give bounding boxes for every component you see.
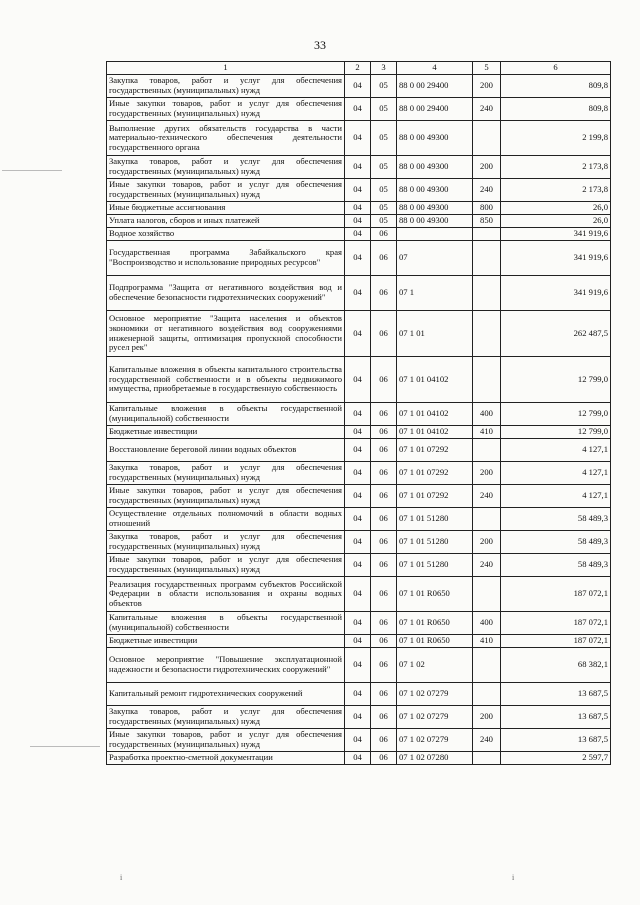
subsection-code-cell: 06	[371, 508, 397, 531]
table-row	[107, 462, 611, 485]
row-name-cell: Государственная программа Забайкальского края "Воспроизводство и использование природных ресурсов"	[107, 241, 345, 276]
section-code-cell: 04	[345, 648, 371, 683]
subsection-code-cell: 05	[371, 156, 397, 179]
amount-cell: 2 173,8	[501, 156, 611, 179]
subsection-code-cell: 06	[371, 311, 397, 357]
section-code-cell: 04	[345, 706, 371, 729]
table-row	[107, 357, 611, 403]
row-name-cell: Бюджетные инвестиции	[107, 426, 345, 439]
section-code-cell: 04	[345, 531, 371, 554]
target-item-cell: 88 0 00 29400	[397, 98, 473, 121]
amount-cell: 4 127,1	[501, 439, 611, 462]
expense-type-cell	[473, 648, 501, 683]
subsection-code-cell: 05	[371, 121, 397, 156]
row-name-cell: Подпрограмма "Защита от негативного воздействия вод и обеспечение безопасности гидротехнических сооружений"	[107, 276, 345, 311]
amount-cell: 58 489,3	[501, 554, 611, 577]
amount-cell: 809,8	[501, 98, 611, 121]
expense-type-cell: 200	[473, 156, 501, 179]
subsection-code-cell: 06	[371, 485, 397, 508]
table-row	[107, 648, 611, 683]
row-name-cell: Закупка товаров, работ и услуг для обеспечения государственных (муниципальных) нужд	[107, 75, 345, 98]
row-name-cell: Разработка проектно-сметной документации	[107, 752, 345, 765]
subsection-code-cell: 06	[371, 683, 397, 706]
margin-dash	[2, 170, 62, 171]
target-item-cell: 07 1 01 R0650	[397, 612, 473, 635]
amount-cell: 13 687,5	[501, 683, 611, 706]
section-code-cell: 04	[345, 241, 371, 276]
target-item-cell: 07 1 01 51280	[397, 508, 473, 531]
header-cell: 3	[371, 62, 397, 75]
expense-type-cell: 400	[473, 612, 501, 635]
expense-type-cell	[473, 439, 501, 462]
subsection-code-cell: 06	[371, 403, 397, 426]
row-name-cell: Иные закупки товаров, работ и услуг для обеспечения государственных (муниципальных) нужд	[107, 554, 345, 577]
amount-cell: 341 919,6	[501, 241, 611, 276]
section-code-cell: 04	[345, 228, 371, 241]
section-code-cell: 04	[345, 612, 371, 635]
table-header-row	[107, 62, 611, 75]
row-name-cell: Закупка товаров, работ и услуг для обеспечения государственных (муниципальных) нужд	[107, 156, 345, 179]
row-name-cell: Закупка товаров, работ и услуг для обеспечения государственных (муниципальных) нужд	[107, 462, 345, 485]
page-number: 33	[314, 38, 326, 52]
expense-type-cell: 240	[473, 98, 501, 121]
expense-type-cell: 410	[473, 426, 501, 439]
amount-cell: 2 597,7	[501, 752, 611, 765]
target-item-cell: 07 1 01 04102	[397, 426, 473, 439]
target-item-cell: 07	[397, 241, 473, 276]
section-code-cell: 04	[345, 121, 371, 156]
table-row	[107, 403, 611, 426]
subsection-code-cell: 05	[371, 179, 397, 202]
target-item-cell: 88 0 00 29400	[397, 75, 473, 98]
expense-type-cell	[473, 276, 501, 311]
amount-cell: 58 489,3	[501, 531, 611, 554]
row-name-cell: Иные закупки товаров, работ и услуг для обеспечения государственных (муниципальных) нужд	[107, 98, 345, 121]
amount-cell: 12 799,0	[501, 426, 611, 439]
target-item-cell: 88 0 00 49300	[397, 202, 473, 215]
table-row	[107, 276, 611, 311]
target-item-cell: 07 1 01 R0650	[397, 577, 473, 612]
table-row	[107, 202, 611, 215]
amount-cell: 4 127,1	[501, 485, 611, 508]
table-row	[107, 752, 611, 765]
table-row	[107, 729, 611, 752]
amount-cell: 187 072,1	[501, 635, 611, 648]
target-item-cell: 88 0 00 49300	[397, 156, 473, 179]
header-cell: 1	[107, 62, 345, 75]
table-row	[107, 554, 611, 577]
row-name-cell: Выполнение других обязательств государства в части материально-технического обеспечения деятельности государственного органа	[107, 121, 345, 156]
row-name-cell: Восстановление береговой линии водных объектов	[107, 439, 345, 462]
scan-mark: i	[120, 873, 123, 882]
amount-cell: 26,0	[501, 215, 611, 228]
subsection-code-cell: 06	[371, 612, 397, 635]
subsection-code-cell: 06	[371, 635, 397, 648]
target-item-cell: 07 1 01 51280	[397, 554, 473, 577]
subsection-code-cell: 05	[371, 75, 397, 98]
section-code-cell: 04	[345, 752, 371, 765]
row-name-cell: Уплата налогов, сборов и иных платежей	[107, 215, 345, 228]
header-cell: 6	[501, 62, 611, 75]
amount-cell: 12 799,0	[501, 357, 611, 403]
amount-cell: 809,8	[501, 75, 611, 98]
table-row	[107, 121, 611, 156]
scan-mark: i	[512, 873, 515, 882]
expense-type-cell: 850	[473, 215, 501, 228]
header-cell: 4	[397, 62, 473, 75]
subsection-code-cell: 06	[371, 462, 397, 485]
amount-cell: 58 489,3	[501, 508, 611, 531]
section-code-cell: 04	[345, 98, 371, 121]
amount-cell: 187 072,1	[501, 612, 611, 635]
table-row	[107, 439, 611, 462]
amount-cell: 13 687,5	[501, 706, 611, 729]
expense-type-cell: 400	[473, 403, 501, 426]
target-item-cell: 07 1 02 07279	[397, 683, 473, 706]
row-name-cell: Иные закупки товаров, работ и услуг для обеспечения государственных (муниципальных) нужд	[107, 485, 345, 508]
expense-type-cell	[473, 241, 501, 276]
amount-cell: 12 799,0	[501, 403, 611, 426]
table-row	[107, 612, 611, 635]
amount-cell: 26,0	[501, 202, 611, 215]
expense-type-cell	[473, 752, 501, 765]
table-row	[107, 683, 611, 706]
target-item-cell: 07 1 01	[397, 311, 473, 357]
row-name-cell: Иные закупки товаров, работ и услуг для обеспечения государственных (муниципальных) нужд	[107, 729, 345, 752]
target-item-cell: 07 1 02 07279	[397, 729, 473, 752]
row-name-cell: Основное мероприятие "Защита населения и объектов экономики от негативного воздействия вод сооружениями инженерной защиты, оптимизация пропускной способности русел рек"	[107, 311, 345, 357]
section-code-cell: 04	[345, 215, 371, 228]
table-row	[107, 215, 611, 228]
target-item-cell: 07 1 01 07292	[397, 439, 473, 462]
subsection-code-cell: 06	[371, 752, 397, 765]
subsection-code-cell: 06	[371, 648, 397, 683]
subsection-code-cell: 05	[371, 215, 397, 228]
section-code-cell: 04	[345, 426, 371, 439]
table-row	[107, 508, 611, 531]
amount-cell: 4 127,1	[501, 462, 611, 485]
table-row	[107, 156, 611, 179]
section-code-cell: 04	[345, 179, 371, 202]
subsection-code-cell: 06	[371, 276, 397, 311]
section-code-cell: 04	[345, 729, 371, 752]
target-item-cell: 88 0 00 49300	[397, 179, 473, 202]
amount-cell: 68 382,1	[501, 648, 611, 683]
subsection-code-cell: 06	[371, 577, 397, 612]
row-name-cell: Капитальные вложения в объекты государственной (муниципальной) собственности	[107, 403, 345, 426]
section-code-cell: 04	[345, 683, 371, 706]
table-row	[107, 179, 611, 202]
table-row	[107, 635, 611, 648]
table-row	[107, 577, 611, 612]
expense-type-cell: 800	[473, 202, 501, 215]
row-name-cell: Водное хозяйство	[107, 228, 345, 241]
section-code-cell: 04	[345, 635, 371, 648]
section-code-cell: 04	[345, 554, 371, 577]
expense-type-cell: 200	[473, 531, 501, 554]
target-item-cell: 07 1 01 07292	[397, 462, 473, 485]
target-item-cell: 07 1 01 51280	[397, 531, 473, 554]
amount-cell: 2 199,8	[501, 121, 611, 156]
row-name-cell: Иные бюджетные ассигнования	[107, 202, 345, 215]
subsection-code-cell: 06	[371, 531, 397, 554]
target-item-cell: 88 0 00 49300	[397, 121, 473, 156]
target-item-cell: 07 1 01 04102	[397, 403, 473, 426]
section-code-cell: 04	[345, 311, 371, 357]
amount-cell: 341 919,6	[501, 228, 611, 241]
amount-cell: 262 487,5	[501, 311, 611, 357]
subsection-code-cell: 06	[371, 729, 397, 752]
subsection-code-cell: 05	[371, 202, 397, 215]
expense-type-cell: 240	[473, 554, 501, 577]
expense-type-cell	[473, 357, 501, 403]
margin-dash	[30, 746, 100, 747]
amount-cell: 2 173,8	[501, 179, 611, 202]
subsection-code-cell: 06	[371, 439, 397, 462]
section-code-cell: 04	[345, 577, 371, 612]
expense-type-cell	[473, 121, 501, 156]
target-item-cell: 07 1 02	[397, 648, 473, 683]
expense-type-cell: 200	[473, 462, 501, 485]
target-item-cell: 07 1 02 07279	[397, 706, 473, 729]
subsection-code-cell: 06	[371, 228, 397, 241]
section-code-cell: 04	[345, 439, 371, 462]
subsection-code-cell: 06	[371, 241, 397, 276]
target-item-cell: 07 1	[397, 276, 473, 311]
expense-type-cell: 240	[473, 179, 501, 202]
budget-table	[106, 61, 611, 765]
table-row	[107, 241, 611, 276]
expense-type-cell	[473, 311, 501, 357]
header-cell: 2	[345, 62, 371, 75]
table-body	[107, 75, 611, 765]
table-row	[107, 311, 611, 357]
amount-cell: 187 072,1	[501, 577, 611, 612]
expense-type-cell	[473, 683, 501, 706]
table-row	[107, 75, 611, 98]
section-code-cell: 04	[345, 75, 371, 98]
header-cell: 5	[473, 62, 501, 75]
section-code-cell: 04	[345, 462, 371, 485]
row-name-cell: Осуществление отдельных полномочий в области водных отношений	[107, 508, 345, 531]
expense-type-cell: 240	[473, 485, 501, 508]
subsection-code-cell: 06	[371, 426, 397, 439]
table-row	[107, 98, 611, 121]
table-row	[107, 485, 611, 508]
expense-type-cell	[473, 577, 501, 612]
section-code-cell: 04	[345, 485, 371, 508]
row-name-cell: Основное мероприятие "Повышение эксплуатационной надежности и безопасности гидротехнических сооружений"	[107, 648, 345, 683]
amount-cell: 13 687,5	[501, 729, 611, 752]
expense-type-cell: 200	[473, 75, 501, 98]
table-row	[107, 426, 611, 439]
target-item-cell	[397, 228, 473, 241]
row-name-cell: Капитальный ремонт гидротехнических сооружений	[107, 683, 345, 706]
subsection-code-cell: 06	[371, 706, 397, 729]
target-item-cell: 07 1 02 07280	[397, 752, 473, 765]
target-item-cell: 07 1 01 04102	[397, 357, 473, 403]
section-code-cell: 04	[345, 202, 371, 215]
expense-type-cell: 240	[473, 729, 501, 752]
row-name-cell: Бюджетные инвестиции	[107, 635, 345, 648]
subsection-code-cell: 06	[371, 357, 397, 403]
section-code-cell: 04	[345, 508, 371, 531]
table-row	[107, 706, 611, 729]
expense-type-cell: 410	[473, 635, 501, 648]
row-name-cell: Капитальные вложения в объекты капитального строительства государственной собственности и в объекты недвижимого имущества, приобретаемые в государственную собственность	[107, 357, 345, 403]
subsection-code-cell: 05	[371, 98, 397, 121]
target-item-cell: 07 1 01 R0650	[397, 635, 473, 648]
row-name-cell: Закупка товаров, работ и услуг для обеспечения государственных (муниципальных) нужд	[107, 531, 345, 554]
section-code-cell: 04	[345, 357, 371, 403]
section-code-cell: 04	[345, 276, 371, 311]
row-name-cell: Капитальные вложения в объекты государственной (муниципальной) собственности	[107, 612, 345, 635]
table-row	[107, 531, 611, 554]
row-name-cell: Реализация государственных программ субъектов Российской Федерации в области использования и охраны водных объектов	[107, 577, 345, 612]
target-item-cell: 88 0 00 49300	[397, 215, 473, 228]
target-item-cell: 07 1 01 07292	[397, 485, 473, 508]
subsection-code-cell: 06	[371, 554, 397, 577]
row-name-cell: Иные закупки товаров, работ и услуг для обеспечения государственных (муниципальных) нужд	[107, 179, 345, 202]
row-name-cell: Закупка товаров, работ и услуг для обеспечения государственных (муниципальных) нужд	[107, 706, 345, 729]
amount-cell: 341 919,6	[501, 276, 611, 311]
table-row	[107, 228, 611, 241]
expense-type-cell	[473, 228, 501, 241]
section-code-cell: 04	[345, 156, 371, 179]
expense-type-cell	[473, 508, 501, 531]
section-code-cell: 04	[345, 403, 371, 426]
expense-type-cell: 200	[473, 706, 501, 729]
